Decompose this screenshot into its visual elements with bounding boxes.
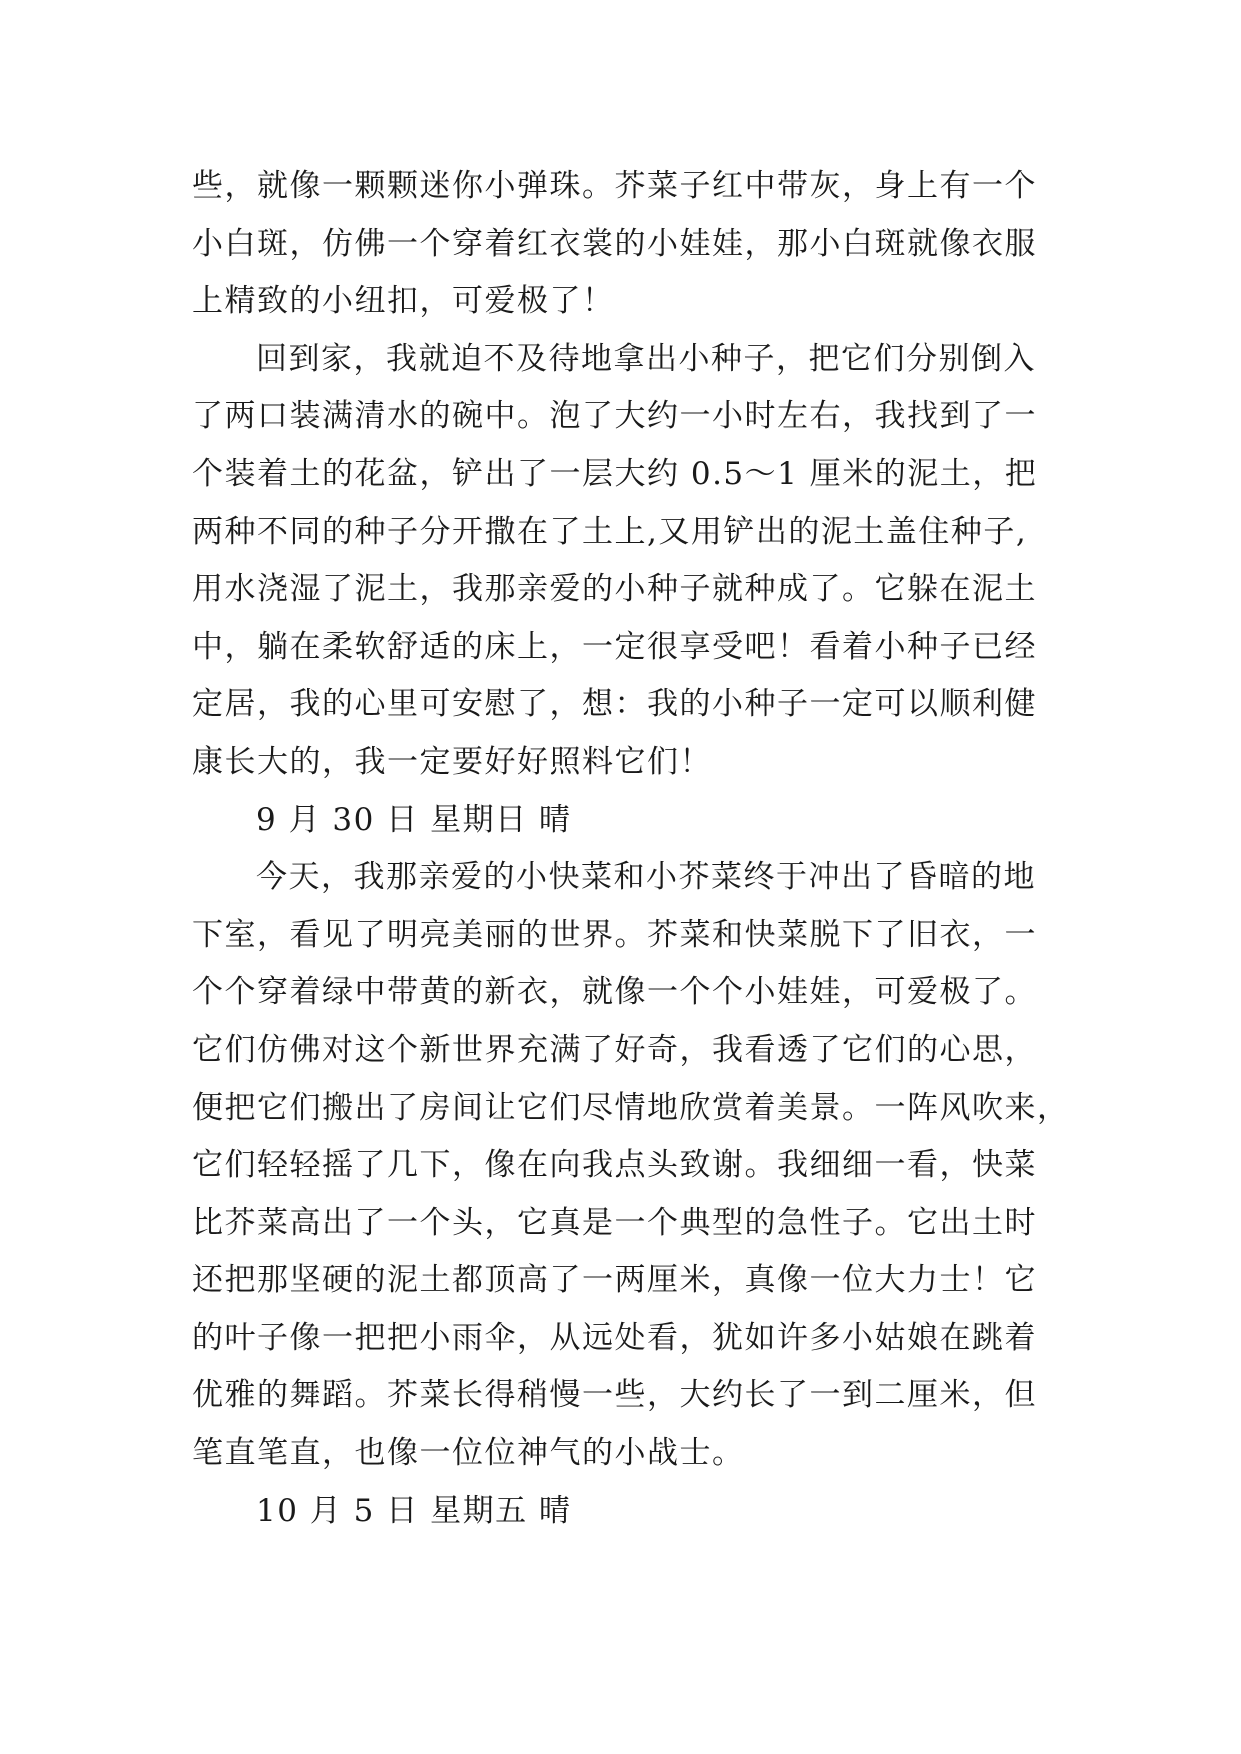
text-line: 用水浇湿了泥土，我那亲爱的小种子就种成了。它躲在泥土 [192,571,1037,608]
text-line: 还把那坚硬的泥土都顶高了一两厘米，真像一位大力士！它 [192,1262,1037,1299]
text-line: 笔直笔直，也像一位位神气的小战士。 [192,1435,745,1472]
text-line: 便把它们搬出了房间让它们尽情地欣赏着美景。一阵风吹来， [192,1089,1070,1126]
text-line: 比芥菜高出了一个头，它真是一个典型的急性子。它出土时 [192,1204,1037,1241]
paragraph-start-line: 回到家，我就迫不及待地拿出小种子，把它们分别倒入 [256,340,1036,377]
text-line: 小白斑，仿佛一个穿着红衣裳的小娃娃，那小白斑就像衣服 [192,225,1037,262]
paragraph-start-line: 今天，我那亲爱的小快菜和小芥菜终于冲出了昏暗的地 [256,859,1036,896]
text-line: 了两口装满清水的碗中。泡了大约一小时左右，我找到了一 [192,398,1037,435]
text-line: 些，就像一颗颗迷你小弹珠。芥菜子红中带灰，身上有一个 [192,168,1037,204]
text-line: 康长大的，我一定要好好照料它们！ [192,743,712,780]
text-line: 定居，我的心里可安慰了，想：我的小种子一定可以顺利健 [192,686,1037,723]
text-line: 中，躺在柔软舒适的床上，一定很享受吧！看着小种子已经 [192,628,1037,665]
text-line: 两种不同的种子分开撒在了土上,又用铲出的泥土盖住种子, [192,513,1028,550]
text-line: 个装着土的花盆，铲出了一层大约 0.5～1 厘米的泥土，把 [192,455,1038,492]
text-line: 上精致的小纽扣，可爱极了！ [192,283,615,320]
text-line: 优雅的舞蹈。芥菜长得稍慢一些，大约长了一到二厘米，但 [192,1377,1037,1414]
text-line: 下室，看见了明亮美丽的世界。芥菜和快菜脱下了旧衣，一 [192,916,1037,953]
text-line: 它们轻轻摇了几下，像在向我点头致谢。我细细一看，快菜 [192,1147,1037,1184]
text-line: 它们仿佛对这个新世界充满了好奇，我看透了它们的心思， [192,1031,1037,1068]
text-line: 的叶子像一把把小雨伞，从远处看，犹如许多小姑娘在跳着 [192,1319,1037,1356]
diary-date-heading: 9 月 30 日 星期日 晴 [256,801,572,838]
text-line: 个个穿着绿中带黄的新衣，就像一个个小娃娃，可爱极了。 [192,974,1037,1011]
diary-date-heading: 10 月 5 日 星期五 晴 [256,1492,572,1529]
document-body [192,158,1070,1540]
